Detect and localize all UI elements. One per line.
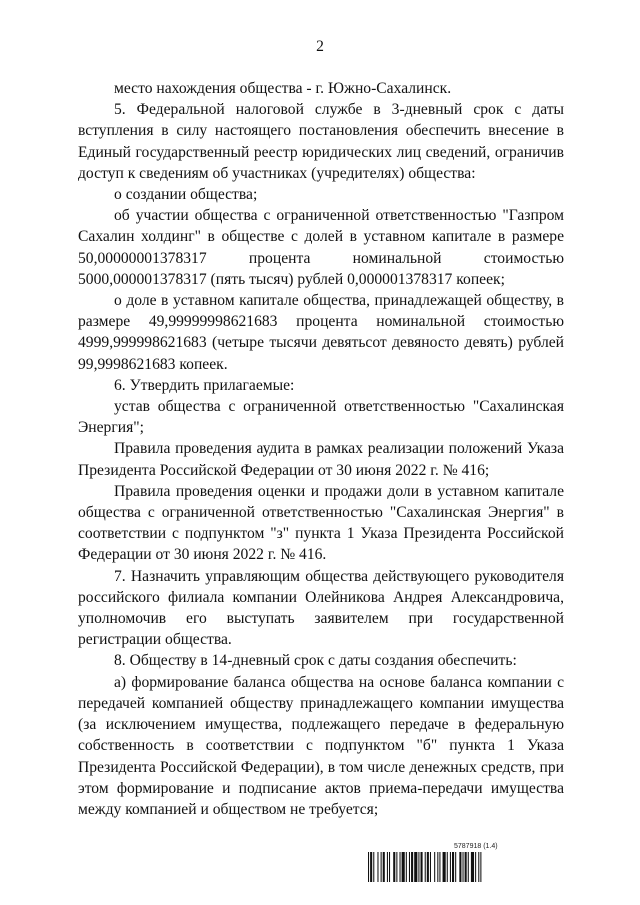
- barcode-code: 5787918 (1.4): [454, 843, 498, 850]
- paragraph-location: место нахождения общества - г. Южно-Сахалинск.: [114, 80, 452, 97]
- paragraph-7: 7. Назначить управляющим общества действующего руководителя российского филиала компании Олейникова Андрея Александровича, уполномочив его выступать заявителем при государственной регистрации общества.: [78, 567, 564, 649]
- paragraph-valuation-rules: Правила проведения оценки и продажи доли в уставном капитале общества с ограниченной ответственностью "Сахалинская Энергия" в соответствии с подпунктом "з" пункта 1 Указа Президента Российской Федерации от 30 июня 2022 г. № 416.: [78, 482, 564, 564]
- document-body: [78, 78, 564, 820]
- paragraph-8a: а) формирование баланса общества на основе баланса компании с передачей компанией обществу принадлежащего компании имущества (за исключением имущества, подлежащего передаче в федеральную собственность в соответствии с подпунктом "б" пункта 1 Указа Президента Российской Федерации), в том числе денежных средств, при этом формирование и подписание актов приема-передачи имущества между компанией и обществом не требуется;: [78, 673, 564, 818]
- paragraph-audit-rules: Правила проведения аудита в рамках реализации положений Указа Президента Российской Федерации от 30 июня 2022 г. № 416;: [78, 440, 564, 479]
- paragraph-share: о доле в уставном капитале общества, принадлежащей обществу, в размере 49,99999998621683 процента номинальной стоимостью 4999,999998621683 (четыре тысячи девятьсот девяносто девять) рублей 99,9998621683 копеек.: [78, 292, 564, 373]
- paragraph-creation: о создании общества;: [114, 186, 258, 204]
- paragraph-charter: устав общества с ограниченной ответственностью "Сахалинская Энергия";: [78, 398, 564, 437]
- barcode-block: [368, 843, 568, 885]
- barcode-icon: [368, 852, 568, 882]
- page-number: 2: [316, 38, 324, 55]
- paragraph-6: 6. Утвердить прилагаемые:: [114, 376, 295, 394]
- paragraph-8: 8. Обществу в 14-дневный срок с даты создания обеспечить:: [114, 652, 517, 670]
- paragraph-participation: об участии общества с ограниченной ответственностью "Газпром Сахалин холдинг" в обществе с долей в уставном капитале в размере 50,00000001378317 процента номинальной стоимостью 5000,000001378317 (пять тысяч) рублей 0,000001378317 копеек;: [78, 207, 564, 288]
- paragraph-5: 5. Федеральной налоговой службе в 3-дневный срок с даты вступления в силу настоящего постановления обеспечить внесение в Единый государственный реестр юридических лиц сведений, ограничив доступ к сведениям об участниках (учредителях) общества:: [78, 101, 564, 182]
